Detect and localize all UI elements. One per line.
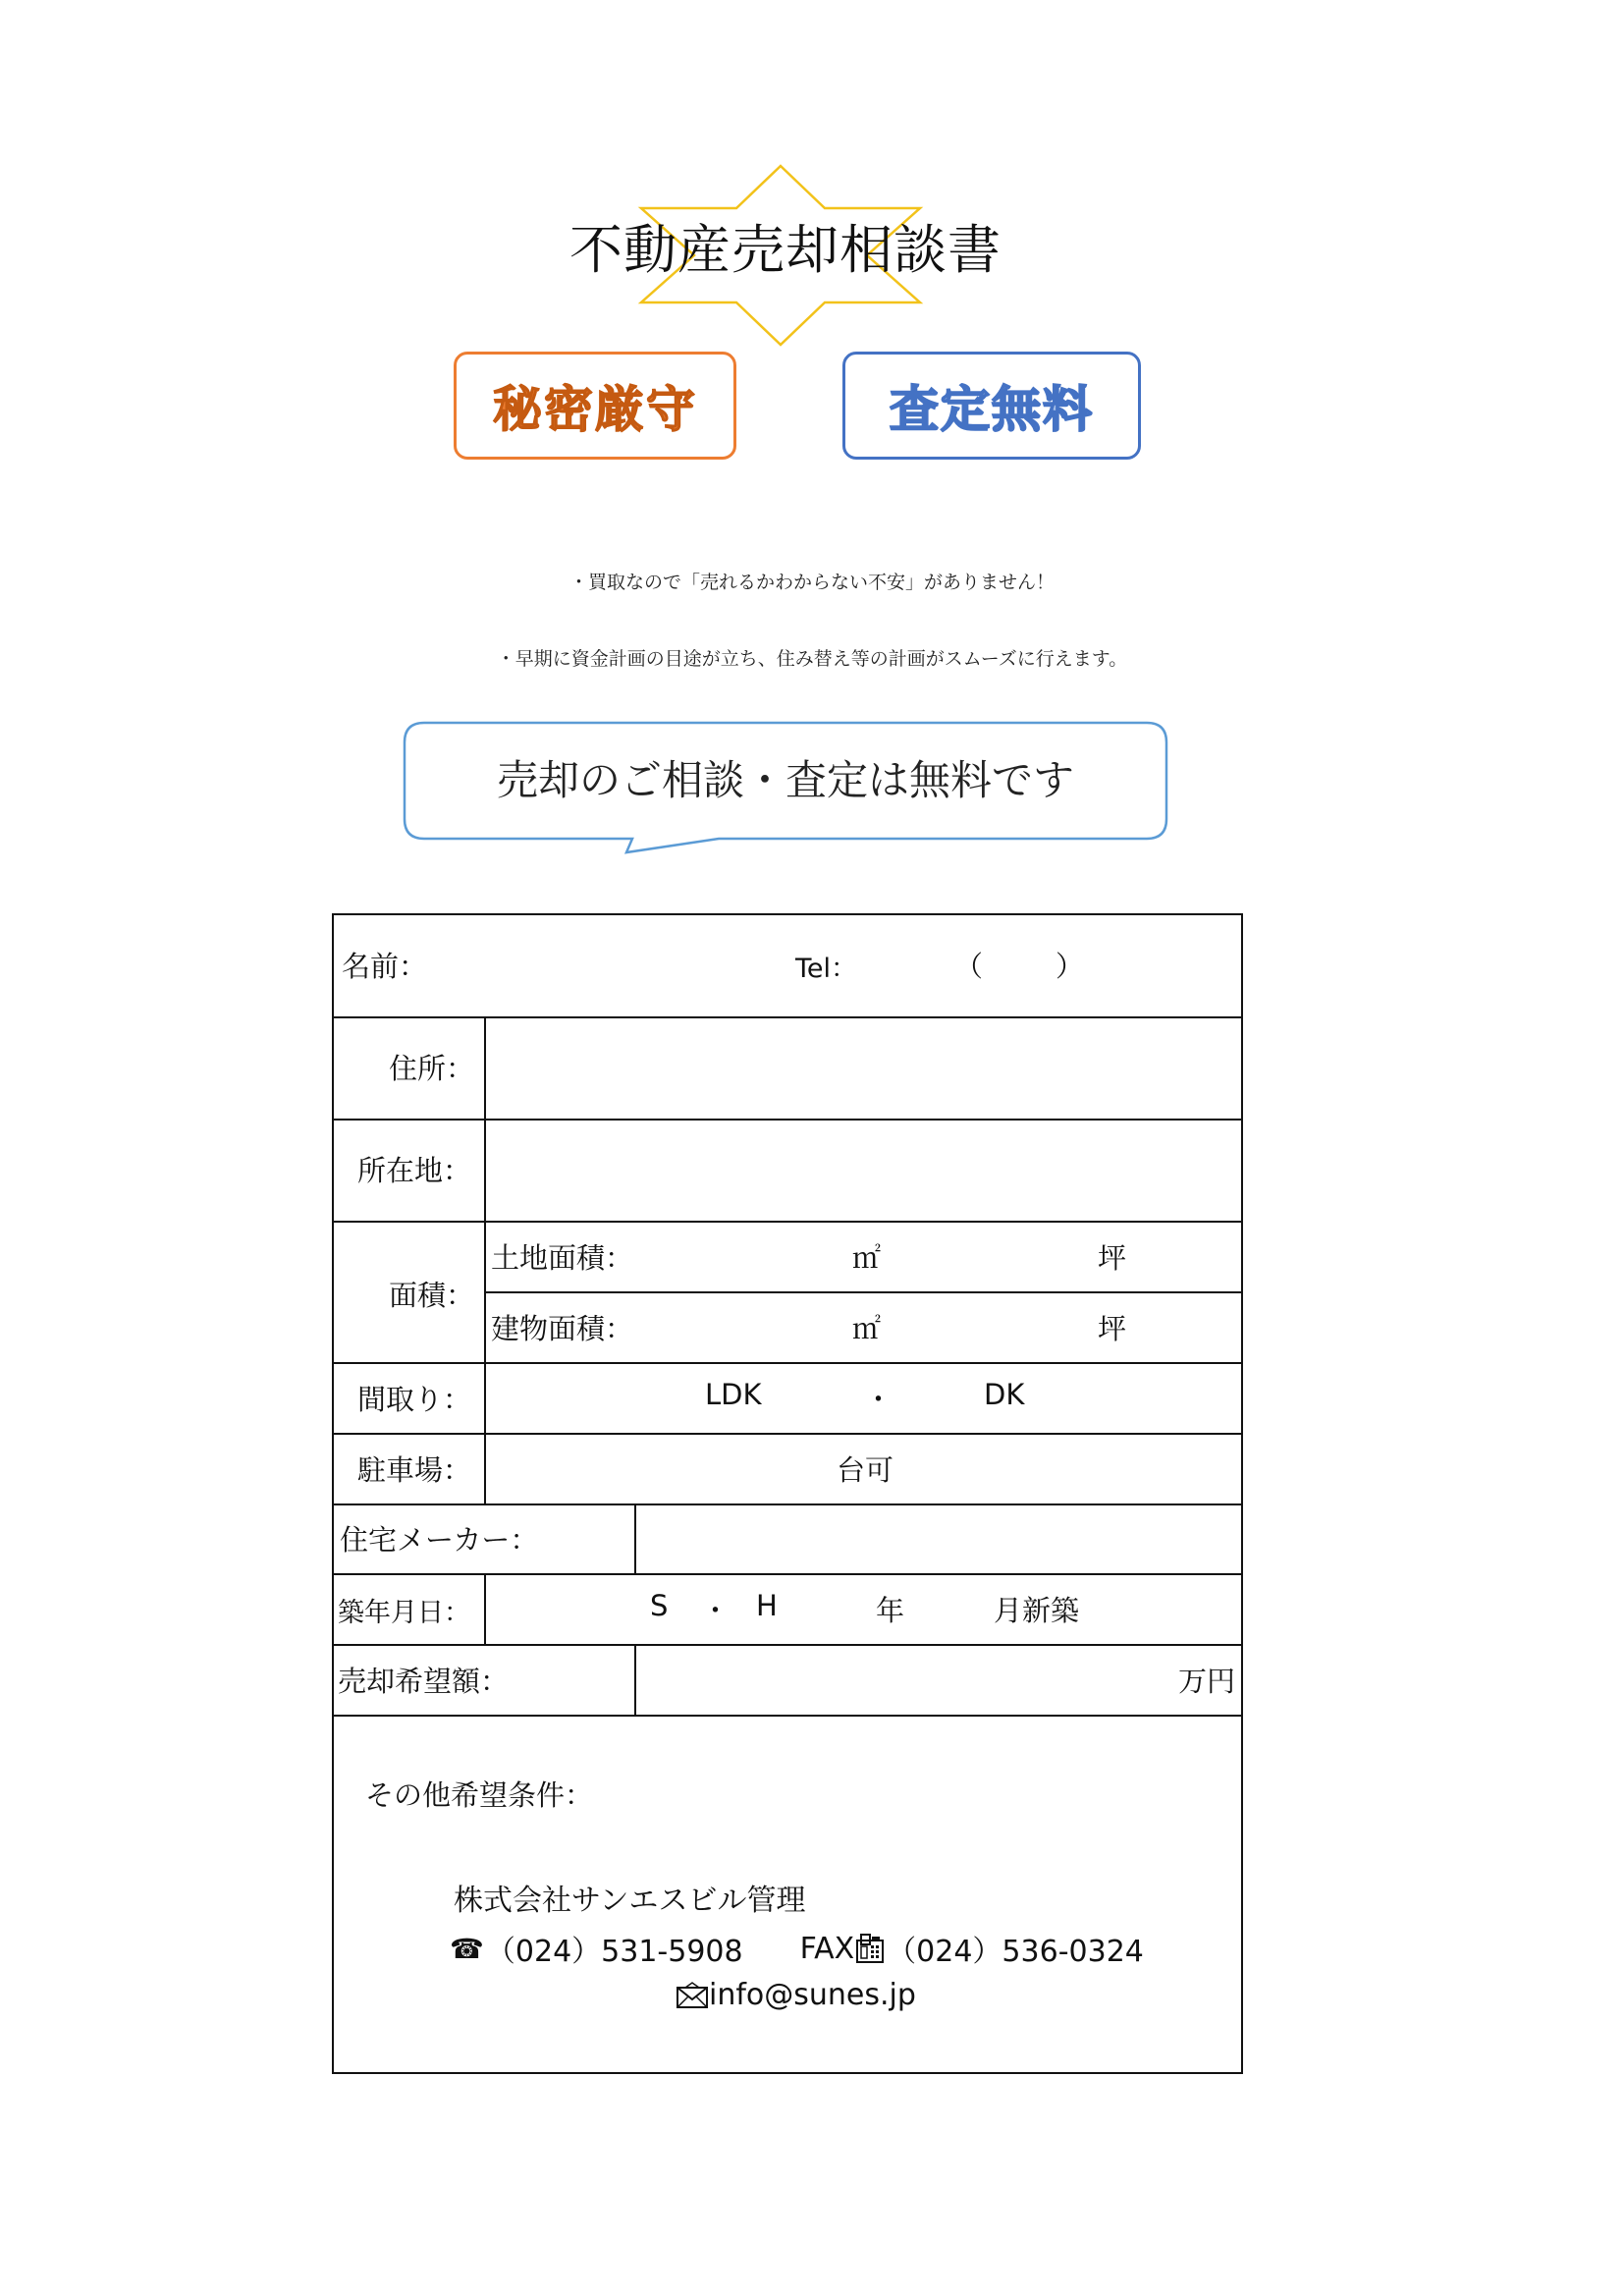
contact-phone-fax-row — [450, 1927, 1144, 1970]
price-label: 売却希望額： — [338, 1665, 510, 1698]
bullet-point-2: ・早期に資金計画の目途が立ち、住み替え等の計画がスムーズに行えます。 — [496, 648, 1128, 670]
address-field[interactable] — [491, 1023, 1233, 1114]
name-label: 名前： — [342, 950, 428, 983]
parking-unit: 台可 — [837, 1453, 894, 1487]
built-month-field[interactable] — [913, 1581, 988, 1638]
built-era-separator: ・ — [701, 1594, 731, 1627]
area-label: 面積： — [389, 1279, 475, 1312]
layout-separator: ・ — [864, 1383, 893, 1416]
layout-ldk: LDK — [705, 1378, 762, 1411]
building-area-sqm-unit: ㎡ — [852, 1312, 882, 1345]
tel-paren-close: ） — [1056, 950, 1085, 983]
building-area-label: 建物面積： — [491, 1312, 634, 1345]
layout-dk: DK — [984, 1378, 1025, 1411]
builder-label: 住宅メーカー： — [340, 1523, 539, 1557]
built-year-field[interactable] — [795, 1581, 870, 1638]
tel-field[interactable] — [992, 925, 1227, 1008]
company-name: 株式会社サンエスビル管理 — [454, 1884, 806, 1918]
land-area-tsubo-unit: 坪 — [1098, 1241, 1127, 1275]
built-era-s: S — [650, 1589, 669, 1622]
parking-field[interactable] — [628, 1440, 825, 1499]
other-conditions-field[interactable] — [628, 1760, 1218, 1819]
bullet-point-1: ・買取なので「売れるかわからない不安」がありません！ — [568, 572, 1055, 593]
price-field[interactable] — [640, 1652, 1170, 1709]
bubble-text: 売却のご相談・査定は無料です — [496, 756, 1074, 804]
tel-paren-open: （ — [954, 950, 984, 983]
tel-label: Tel： — [795, 954, 858, 984]
layout-ldk-field[interactable] — [530, 1369, 697, 1428]
layout-dk-field[interactable] — [903, 1369, 978, 1428]
built-date-label: 築年月日： — [338, 1598, 470, 1628]
land-area-label: 土地面積： — [491, 1241, 634, 1275]
building-area-tsubo-unit: 坪 — [1098, 1312, 1127, 1345]
other-conditions-label: その他希望条件： — [365, 1778, 594, 1812]
price-unit: 万円 — [1178, 1665, 1236, 1698]
land-area-tsubo-field[interactable] — [903, 1228, 1090, 1286]
building-area-sqm-field[interactable] — [648, 1298, 844, 1357]
page-title: 不動産売却相談書 — [569, 219, 1001, 281]
fax-label: FAX — [799, 1931, 855, 1966]
badge-confidential: 秘密厳守 — [454, 352, 736, 460]
location-field[interactable] — [491, 1125, 1233, 1216]
built-era-h: H — [756, 1589, 778, 1622]
built-year-unit: 年 — [876, 1594, 905, 1627]
address-label: 住所： — [389, 1052, 475, 1085]
contact-email-row — [676, 1978, 916, 2012]
fax-number: （024）536-0324 — [887, 1935, 1144, 1969]
building-area-tsubo-field[interactable] — [903, 1298, 1090, 1357]
badge-free-appraisal: 査定無料 — [842, 352, 1141, 460]
builder-field[interactable] — [640, 1510, 1233, 1567]
consultation-form — [332, 913, 1243, 2074]
parking-label: 駐車場： — [357, 1453, 472, 1487]
land-area-sqm-unit: ㎡ — [852, 1241, 882, 1275]
mail-icon — [676, 1982, 709, 2009]
location-label: 所在地： — [357, 1154, 472, 1187]
phone-icon: ☎ — [450, 1932, 484, 1965]
layout-label: 間取り： — [357, 1383, 472, 1416]
name-field[interactable] — [422, 925, 776, 1008]
fax-icon — [855, 1933, 885, 1964]
land-area-sqm-field[interactable] — [648, 1228, 844, 1286]
phone-number: （024）531-5908 — [485, 1935, 743, 1969]
built-month-unit: 月新築 — [994, 1594, 1080, 1627]
email-address: info@sunes.jp — [709, 1978, 916, 2012]
